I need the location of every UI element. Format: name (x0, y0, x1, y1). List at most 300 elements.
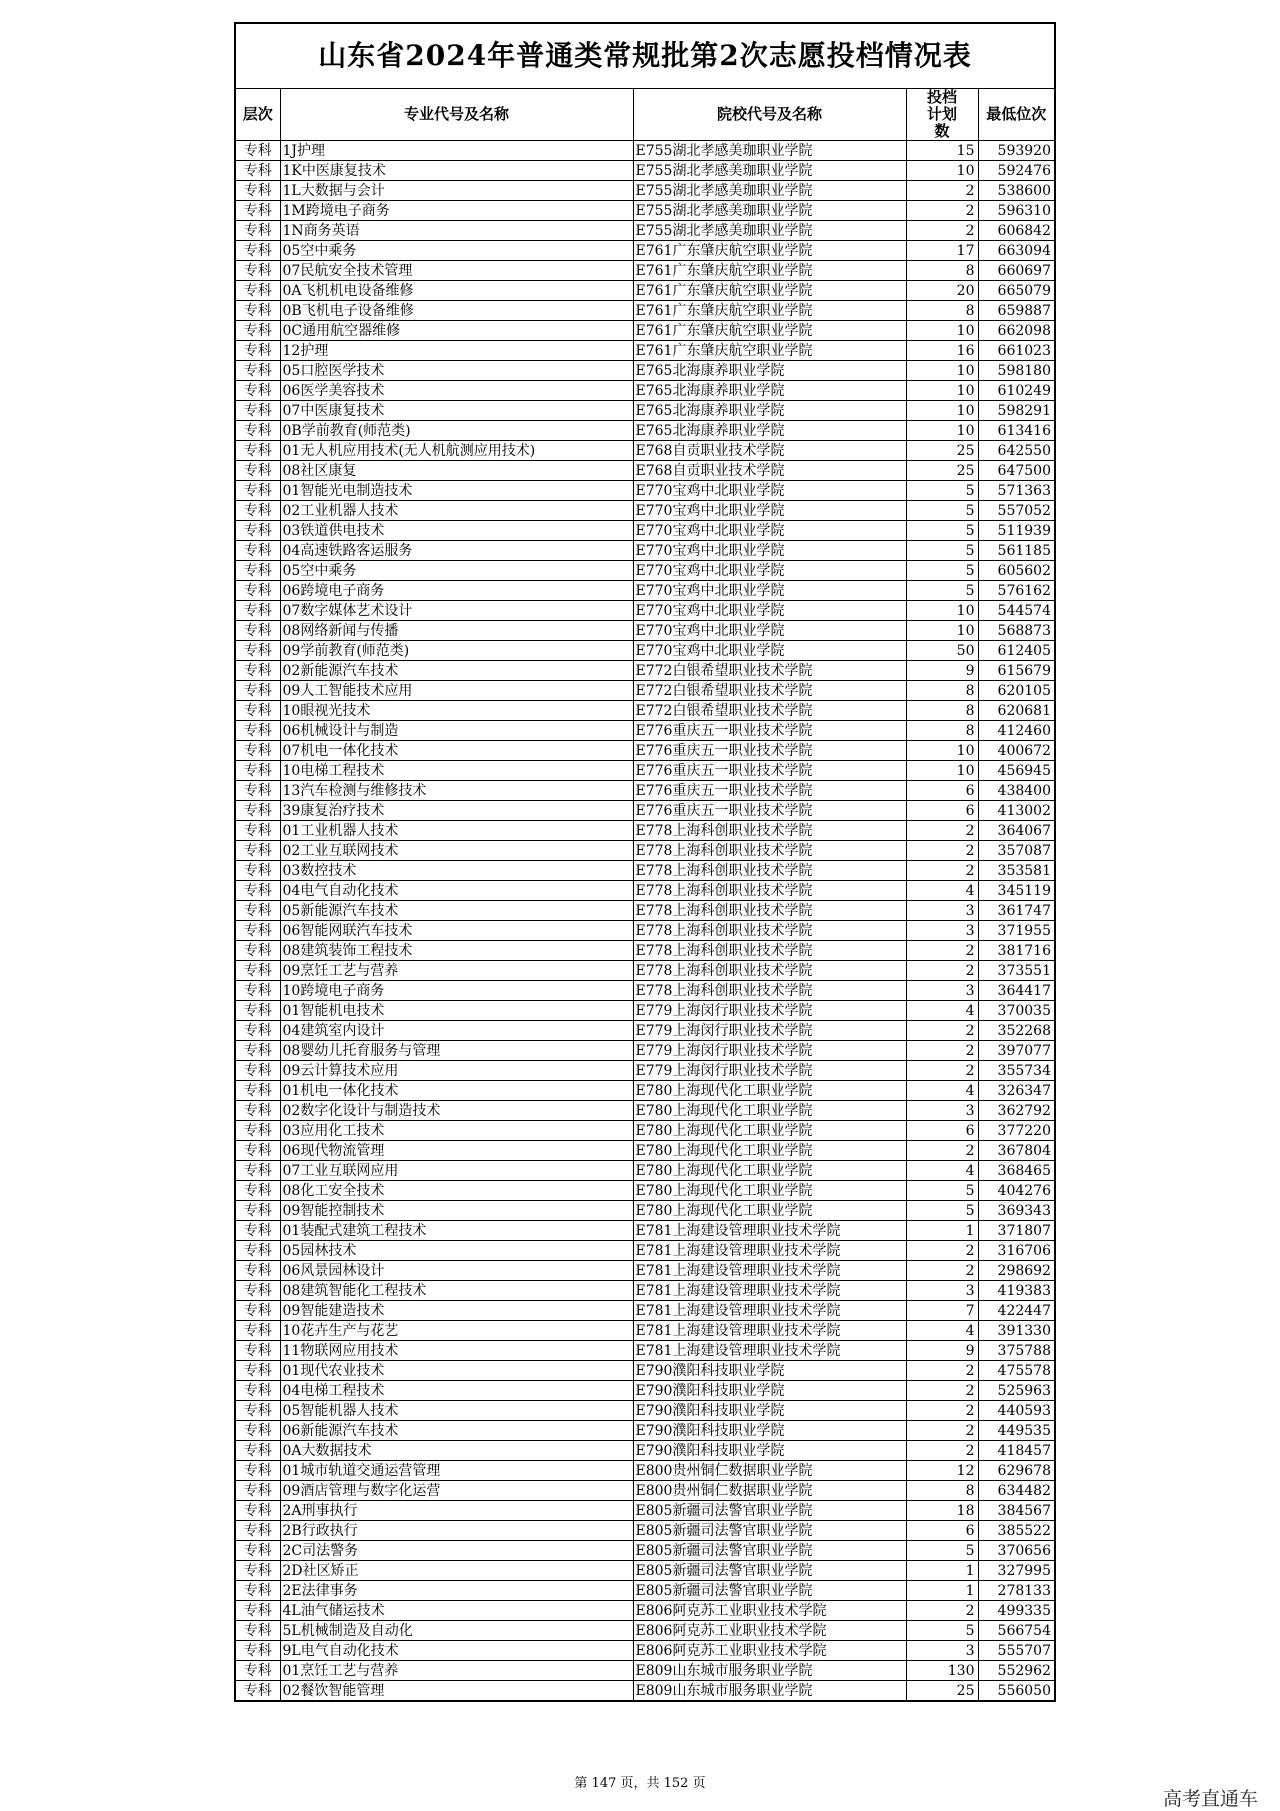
cell-level: 专科 (236, 501, 280, 521)
cell-school: E780上海现代化工职业学院 (633, 1201, 906, 1221)
cell-major: 04建筑室内设计 (280, 1021, 633, 1041)
cell-school: E800贵州铜仁数据职业学院 (633, 1481, 906, 1501)
cell-level: 专科 (236, 1541, 280, 1561)
cell-level: 专科 (236, 281, 280, 301)
cell-major: 09酒店管理与数字化运营 (280, 1481, 633, 1501)
cell-rank: 385522 (978, 1521, 1054, 1541)
cell-plan: 9 (906, 661, 978, 681)
cell-rank: 373551 (978, 961, 1054, 981)
table-row (236, 921, 1054, 941)
cell-rank: 629678 (978, 1461, 1054, 1481)
cell-level: 专科 (236, 1061, 280, 1081)
cell-major: 05园林技术 (280, 1241, 633, 1261)
cell-plan: 2 (906, 821, 978, 841)
cell-rank: 663094 (978, 241, 1054, 261)
cell-rank: 612405 (978, 641, 1054, 661)
cell-level: 专科 (236, 681, 280, 701)
table-row (236, 1561, 1054, 1581)
cell-plan: 3 (906, 921, 978, 941)
cell-rank: 660697 (978, 261, 1054, 281)
cell-plan: 5 (906, 1541, 978, 1561)
cell-level: 专科 (236, 1681, 280, 1701)
cell-school: E790濮阳科技职业学院 (633, 1421, 906, 1441)
cell-rank: 566754 (978, 1621, 1054, 1641)
cell-major: 1L大数据与会计 (280, 181, 633, 201)
cell-major: 9L电气自动化技术 (280, 1641, 633, 1661)
table-row (236, 1021, 1054, 1041)
cell-plan: 8 (906, 261, 978, 281)
cell-plan: 2 (906, 1381, 978, 1401)
cell-major: 01城市轨道交通运营管理 (280, 1461, 633, 1481)
table-row (236, 501, 1054, 521)
table-row (236, 701, 1054, 721)
cell-school: E781上海建设管理职业技术学院 (633, 1221, 906, 1241)
cell-plan: 130 (906, 1661, 978, 1681)
cell-level: 专科 (236, 361, 280, 381)
cell-major: 06机械设计与制造 (280, 721, 633, 741)
cell-plan: 2 (906, 1241, 978, 1261)
table-row (236, 1381, 1054, 1401)
cell-school: E770宝鸡中北职业学院 (633, 561, 906, 581)
cell-rank: 552962 (978, 1661, 1054, 1681)
cell-level: 专科 (236, 1641, 280, 1661)
cell-plan: 2 (906, 961, 978, 981)
cell-level: 专科 (236, 1221, 280, 1241)
cell-level: 专科 (236, 421, 280, 441)
cell-plan: 10 (906, 381, 978, 401)
cell-major: 2B行政执行 (280, 1521, 633, 1541)
cell-school: E776重庆五一职业技术学院 (633, 721, 906, 741)
cell-major: 08建筑装饰工程技术 (280, 941, 633, 961)
cell-major: 01智能光电制造技术 (280, 481, 633, 501)
cell-major: 09烹饪工艺与营养 (280, 961, 633, 981)
cell-school: E761广东肇庆航空职业学院 (633, 321, 906, 341)
cell-level: 专科 (236, 1481, 280, 1501)
table-row (236, 261, 1054, 281)
cell-school: E800贵州铜仁数据职业学院 (633, 1461, 906, 1481)
cell-rank: 593920 (978, 141, 1054, 161)
table-row (236, 1641, 1054, 1661)
cell-school: E776重庆五一职业技术学院 (633, 761, 906, 781)
cell-level: 专科 (236, 1121, 280, 1141)
cell-school: E779上海闵行职业技术学院 (633, 1061, 906, 1081)
cell-rank: 375788 (978, 1341, 1054, 1361)
table-row (236, 421, 1054, 441)
table-row (236, 1621, 1054, 1641)
cell-school: E761广东肇庆航空职业学院 (633, 341, 906, 361)
cell-level: 专科 (236, 861, 280, 881)
cell-plan: 10 (906, 401, 978, 421)
cell-plan: 2 (906, 1141, 978, 1161)
cell-rank: 634482 (978, 1481, 1054, 1501)
cell-major: 07数字媒体艺术设计 (280, 601, 633, 621)
cell-school: E805新疆司法警官职业学院 (633, 1501, 906, 1521)
cell-rank: 362792 (978, 1101, 1054, 1121)
cell-rank: 370035 (978, 1001, 1054, 1021)
table-row (236, 461, 1054, 481)
cell-rank: 413002 (978, 801, 1054, 821)
cell-rank: 364417 (978, 981, 1054, 1001)
cell-plan: 25 (906, 441, 978, 461)
cell-rank: 353581 (978, 861, 1054, 881)
cell-major: 0A飞机机电设备维修 (280, 281, 633, 301)
cell-rank: 568873 (978, 621, 1054, 641)
cell-level: 专科 (236, 781, 280, 801)
cell-school: E780上海现代化工职业学院 (633, 1101, 906, 1121)
header-plan-label: 投档计划数 (926, 89, 957, 140)
cell-level: 专科 (236, 601, 280, 621)
table-row (236, 1681, 1054, 1701)
cell-rank: 368465 (978, 1161, 1054, 1181)
table-row (236, 641, 1054, 661)
cell-major: 08化工安全技术 (280, 1181, 633, 1201)
page-footer: 第 147 页，共 152 页 (574, 1776, 706, 1791)
table-row (236, 221, 1054, 241)
cell-major: 05空中乘务 (280, 561, 633, 581)
cell-level: 专科 (236, 701, 280, 721)
cell-plan: 6 (906, 801, 978, 821)
cell-school: E778上海科创职业技术学院 (633, 941, 906, 961)
cell-rank: 397077 (978, 1041, 1054, 1061)
cell-rank: 345119 (978, 881, 1054, 901)
cell-school: E781上海建设管理职业技术学院 (633, 1301, 906, 1321)
cell-plan: 1 (906, 1221, 978, 1241)
table-row (236, 1281, 1054, 1301)
cell-school: E765北海康养职业学院 (633, 401, 906, 421)
cell-plan: 10 (906, 621, 978, 641)
cell-school: E772白银希望职业技术学院 (633, 701, 906, 721)
cell-level: 专科 (236, 141, 280, 161)
cell-plan: 4 (906, 1081, 978, 1101)
table-row (236, 861, 1054, 881)
cell-plan: 6 (906, 1521, 978, 1541)
cell-rank: 576162 (978, 581, 1054, 601)
table-row (236, 981, 1054, 1001)
cell-major: 04高速铁路客运服务 (280, 541, 633, 561)
cell-level: 专科 (236, 241, 280, 261)
cell-plan: 5 (906, 581, 978, 601)
cell-rank: 449535 (978, 1421, 1054, 1441)
cell-school: E765北海康养职业学院 (633, 381, 906, 401)
cell-rank: 544574 (978, 601, 1054, 621)
cell-plan: 5 (906, 501, 978, 521)
cell-plan: 4 (906, 1321, 978, 1341)
cell-school: E778上海科创职业技术学院 (633, 901, 906, 921)
cell-level: 专科 (236, 161, 280, 181)
watermark-text: 高考直通车 (1162, 1788, 1258, 1810)
header-plan (906, 89, 978, 141)
cell-major: 12护理 (280, 341, 633, 361)
table-row (236, 961, 1054, 981)
cell-level: 专科 (236, 1161, 280, 1181)
cell-plan: 10 (906, 321, 978, 341)
table-row (236, 841, 1054, 861)
cell-plan: 5 (906, 521, 978, 541)
table-row (236, 1121, 1054, 1141)
cell-rank: 412460 (978, 721, 1054, 741)
cell-plan: 8 (906, 721, 978, 741)
cell-level: 专科 (236, 381, 280, 401)
score-table-sheet (234, 22, 1056, 1702)
cell-rank: 352268 (978, 1021, 1054, 1041)
table-header-row (236, 89, 1054, 141)
cell-level: 专科 (236, 1621, 280, 1641)
cell-level: 专科 (236, 1081, 280, 1101)
cell-major: 13汽车检测与维修技术 (280, 781, 633, 801)
cell-plan: 2 (906, 841, 978, 861)
table-row (236, 381, 1054, 401)
cell-level: 专科 (236, 301, 280, 321)
cell-major: 07中医康复技术 (280, 401, 633, 421)
cell-rank: 525963 (978, 1381, 1054, 1401)
cell-school: E780上海现代化工职业学院 (633, 1161, 906, 1181)
cell-major: 06智能网联汽车技术 (280, 921, 633, 941)
cell-plan: 10 (906, 761, 978, 781)
cell-rank: 419383 (978, 1281, 1054, 1301)
cell-level: 专科 (236, 561, 280, 581)
table-row (236, 781, 1054, 801)
cell-plan: 8 (906, 1481, 978, 1501)
cell-rank: 613416 (978, 421, 1054, 441)
cell-school: E772白银希望职业技术学院 (633, 681, 906, 701)
cell-major: 08婴幼儿托育服务与管理 (280, 1041, 633, 1061)
cell-major: 1K中医康复技术 (280, 161, 633, 181)
cell-level: 专科 (236, 221, 280, 241)
header-major: 专业代号及名称 (280, 89, 633, 141)
table-row (236, 581, 1054, 601)
cell-level: 专科 (236, 1301, 280, 1321)
table-row (236, 1141, 1054, 1161)
cell-major: 01智能机电技术 (280, 1001, 633, 1021)
cell-plan: 5 (906, 541, 978, 561)
table-row (236, 1221, 1054, 1241)
cell-rank: 400672 (978, 741, 1054, 761)
cell-major: 2A刑事执行 (280, 1501, 633, 1521)
cell-school: E780上海现代化工职业学院 (633, 1181, 906, 1201)
cell-major: 4L油气储运技术 (280, 1601, 633, 1621)
cell-major: 10眼视光技术 (280, 701, 633, 721)
cell-plan: 5 (906, 481, 978, 501)
cell-major: 07工业互联网应用 (280, 1161, 633, 1181)
cell-school: E781上海建设管理职业技术学院 (633, 1241, 906, 1261)
table-row (236, 681, 1054, 701)
table-row (236, 1241, 1054, 1261)
cell-major: 2D社区矫正 (280, 1561, 633, 1581)
cell-plan: 2 (906, 861, 978, 881)
cell-level: 专科 (236, 481, 280, 501)
cell-rank: 326347 (978, 1081, 1054, 1101)
cell-school: E770宝鸡中北职业学院 (633, 481, 906, 501)
cell-level: 专科 (236, 1181, 280, 1201)
cell-school: E770宝鸡中北职业学院 (633, 501, 906, 521)
cell-level: 专科 (236, 1661, 280, 1681)
cell-rank: 316706 (978, 1241, 1054, 1261)
cell-level: 专科 (236, 661, 280, 681)
cell-major: 04电梯工程技术 (280, 1381, 633, 1401)
cell-plan: 4 (906, 1161, 978, 1181)
table-row (236, 821, 1054, 841)
table-row (236, 1441, 1054, 1461)
cell-level: 专科 (236, 1361, 280, 1381)
cell-plan: 2 (906, 221, 978, 241)
cell-major: 10花卉生产与花艺 (280, 1321, 633, 1341)
cell-major: 05智能机器人技术 (280, 1401, 633, 1421)
cell-rank: 511939 (978, 521, 1054, 541)
cell-school: E790濮阳科技职业学院 (633, 1361, 906, 1381)
cell-major: 1J护理 (280, 141, 633, 161)
cell-level: 专科 (236, 1501, 280, 1521)
cell-rank: 369343 (978, 1201, 1054, 1221)
table-row (236, 801, 1054, 821)
cell-rank: 665079 (978, 281, 1054, 301)
table-row (236, 561, 1054, 581)
cell-plan: 10 (906, 741, 978, 761)
table-row (236, 1061, 1054, 1081)
cell-school: E755湖北孝感美珈职业学院 (633, 141, 906, 161)
cell-school: E770宝鸡中北职业学院 (633, 581, 906, 601)
table-row (236, 481, 1054, 501)
cell-major: 06现代物流管理 (280, 1141, 633, 1161)
cell-level: 专科 (236, 881, 280, 901)
cell-school: E805新疆司法警官职业学院 (633, 1581, 906, 1601)
cell-school: E761广东肇庆航空职业学院 (633, 281, 906, 301)
cell-plan: 4 (906, 1001, 978, 1021)
cell-level: 专科 (236, 841, 280, 861)
cell-plan: 1 (906, 1561, 978, 1581)
cell-level: 专科 (236, 741, 280, 761)
cell-level: 专科 (236, 261, 280, 281)
cell-major: 05空中乘务 (280, 241, 633, 261)
cell-major: 5L机械制造及自动化 (280, 1621, 633, 1641)
cell-plan: 2 (906, 941, 978, 961)
table-row (236, 941, 1054, 961)
cell-major: 02新能源汽车技术 (280, 661, 633, 681)
cell-school: E780上海现代化工职业学院 (633, 1121, 906, 1141)
table-row (236, 301, 1054, 321)
cell-major: 01现代农业技术 (280, 1361, 633, 1381)
cell-major: 10跨境电子商务 (280, 981, 633, 1001)
cell-plan: 2 (906, 1021, 978, 1041)
cell-rank: 418457 (978, 1441, 1054, 1461)
cell-plan: 9 (906, 1341, 978, 1361)
cell-level: 专科 (236, 401, 280, 421)
cell-major: 07民航安全技术管理 (280, 261, 633, 281)
cell-rank: 404276 (978, 1181, 1054, 1201)
table-row (236, 741, 1054, 761)
cell-school: E806阿克苏工业职业技术学院 (633, 1621, 906, 1641)
cell-rank: 620681 (978, 701, 1054, 721)
table-row (236, 401, 1054, 421)
table-row (236, 1481, 1054, 1501)
cell-school: E776重庆五一职业技术学院 (633, 801, 906, 821)
cell-major: 05新能源汽车技术 (280, 901, 633, 921)
cell-level: 专科 (236, 901, 280, 921)
cell-rank: 592476 (978, 161, 1054, 181)
cell-level: 专科 (236, 1521, 280, 1541)
cell-rank: 499335 (978, 1601, 1054, 1621)
table-row (236, 901, 1054, 921)
cell-school: E776重庆五一职业技术学院 (633, 741, 906, 761)
cell-rank: 557052 (978, 501, 1054, 521)
cell-level: 专科 (236, 1381, 280, 1401)
cell-rank: 298692 (978, 1261, 1054, 1281)
cell-level: 专科 (236, 761, 280, 781)
cell-school: E778上海科创职业技术学院 (633, 861, 906, 881)
cell-major: 08社区康复 (280, 461, 633, 481)
cell-school: E761广东肇庆航空职业学院 (633, 301, 906, 321)
table-row (236, 1181, 1054, 1201)
cell-major: 09云计算技术应用 (280, 1061, 633, 1081)
cell-school: E772白银希望职业技术学院 (633, 661, 906, 681)
cell-plan: 8 (906, 681, 978, 701)
cell-level: 专科 (236, 1341, 280, 1361)
cell-school: E778上海科创职业技术学院 (633, 881, 906, 901)
cell-plan: 2 (906, 181, 978, 201)
cell-rank: 377220 (978, 1121, 1054, 1141)
cell-level: 专科 (236, 1581, 280, 1601)
cell-major: 02工业机器人技术 (280, 501, 633, 521)
cell-school: E781上海建设管理职业技术学院 (633, 1281, 906, 1301)
cell-major: 0C通用航空器维修 (280, 321, 633, 341)
cell-major: 09智能控制技术 (280, 1201, 633, 1221)
cell-rank: 440593 (978, 1401, 1054, 1421)
cell-school: E755湖北孝感美珈职业学院 (633, 161, 906, 181)
table-row (236, 721, 1054, 741)
cell-plan: 2 (906, 1061, 978, 1081)
cell-major: 06风景园林设计 (280, 1261, 633, 1281)
cell-plan: 3 (906, 901, 978, 921)
cell-school: E778上海科创职业技术学院 (633, 921, 906, 941)
cell-plan: 50 (906, 641, 978, 661)
table-row (236, 601, 1054, 621)
cell-level: 专科 (236, 1041, 280, 1061)
cell-level: 专科 (236, 961, 280, 981)
cell-level: 专科 (236, 581, 280, 601)
table-row (236, 1581, 1054, 1601)
cell-rank: 384567 (978, 1501, 1054, 1521)
cell-plan: 1 (906, 1581, 978, 1601)
cell-rank: 596310 (978, 201, 1054, 221)
cell-plan: 2 (906, 1601, 978, 1621)
table-row (236, 341, 1054, 361)
cell-plan: 5 (906, 1621, 978, 1641)
cell-major: 0A大数据技术 (280, 1441, 633, 1461)
cell-plan: 16 (906, 341, 978, 361)
table-row (236, 1261, 1054, 1281)
cell-school: E768自贡职业技术学院 (633, 441, 906, 461)
cell-level: 专科 (236, 1321, 280, 1341)
cell-major: 06新能源汽车技术 (280, 1421, 633, 1441)
cell-school: E778上海科创职业技术学院 (633, 841, 906, 861)
cell-plan: 8 (906, 701, 978, 721)
cell-level: 专科 (236, 921, 280, 941)
header-school: 院校代号及名称 (633, 89, 906, 141)
cell-rank: 371807 (978, 1221, 1054, 1241)
cell-rank: 327995 (978, 1561, 1054, 1581)
cell-major: 01装配式建筑工程技术 (280, 1221, 633, 1241)
page-title: 山东省2024年普通类常规批第2次志愿投档情况表 (236, 24, 1054, 89)
cell-plan: 3 (906, 1281, 978, 1301)
table-row (236, 1341, 1054, 1361)
table-row (236, 881, 1054, 901)
cell-school: E805新疆司法警官职业学院 (633, 1521, 906, 1541)
cell-rank: 615679 (978, 661, 1054, 681)
table-row (236, 1201, 1054, 1221)
cell-major: 08网络新闻与传播 (280, 621, 633, 641)
cell-major: 1N商务英语 (280, 221, 633, 241)
table-row (236, 181, 1054, 201)
cell-school: E806阿克苏工业职业技术学院 (633, 1641, 906, 1661)
